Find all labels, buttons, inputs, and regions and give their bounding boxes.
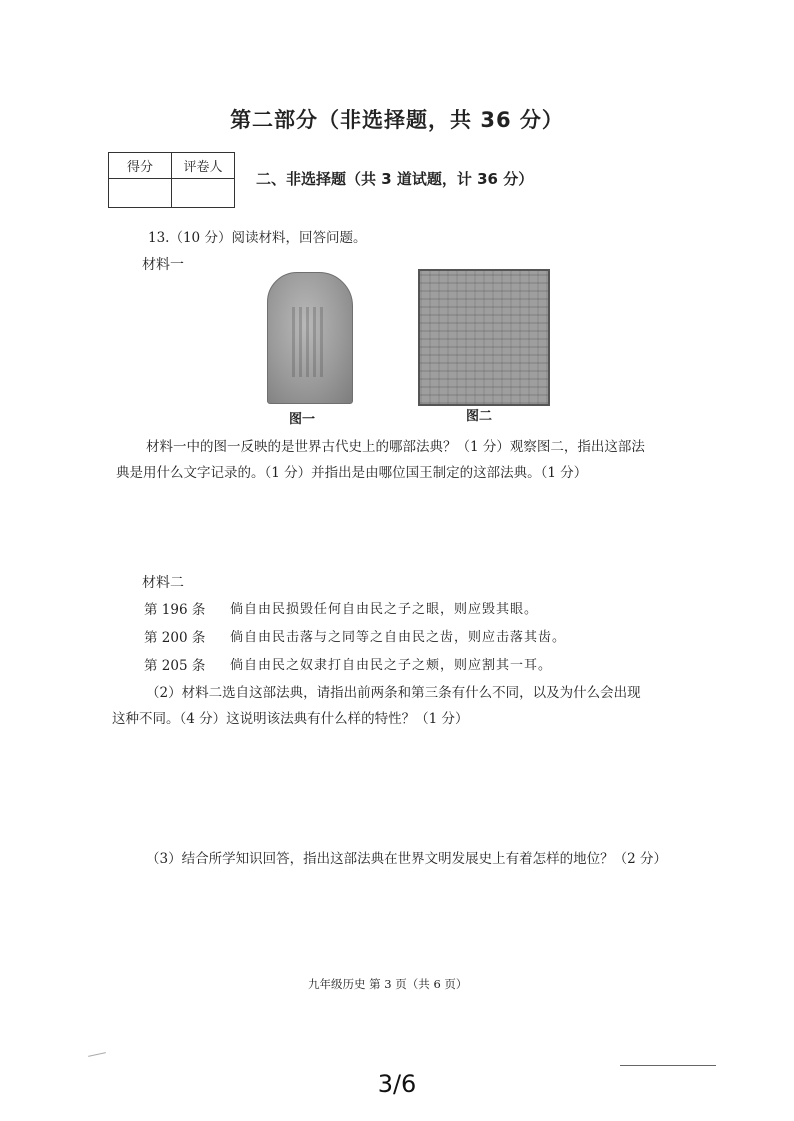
law-article: 第 200 条 xyxy=(144,630,206,646)
scan-mark xyxy=(88,1052,106,1057)
law-article: 第 196 条 xyxy=(144,602,206,618)
law-text: 倘自由民击落与之同等之自由民之齿，则应击落其齿。 xyxy=(230,630,567,645)
section-heading: 二、非选择题（共 3 道试题，计 36 分） xyxy=(256,170,534,188)
q1-line-1: 材料一中的图一反映的是世界古代史上的哪部法典？（1 分）观察图二，指出这部法 xyxy=(146,439,645,455)
q2-line-1: （2）材料二选自这部法典，请指出前两条和第三条有什么不同，以及为什么会出现 xyxy=(146,685,641,701)
part-title: 第二部分（非选择题，共 36 分） xyxy=(230,108,564,132)
law-text: 倘自由民之奴隶打自由民之子之颊，则应割其一耳。 xyxy=(230,658,553,673)
question-13: 13.（10 分）阅读材料，回答问题。 xyxy=(148,230,367,246)
grader-cell xyxy=(172,179,235,208)
material-one-label: 材料一 xyxy=(142,257,184,273)
grader-header: 评卷人 xyxy=(172,153,235,179)
material-two-label: 材料二 xyxy=(142,575,184,591)
page-footer: 九年级历史 第 3 页（共 6 页） xyxy=(308,977,468,991)
score-table xyxy=(108,152,235,208)
score-cell xyxy=(109,179,172,208)
cuneiform-tablet-image xyxy=(418,269,550,406)
figure-2-caption: 图二 xyxy=(466,409,493,424)
score-header: 得分 xyxy=(109,153,172,179)
law-text: 倘自由民损毁任何自由民之子之眼，则应毁其眼。 xyxy=(230,602,539,617)
q2-line-2: 这种不同。（4 分）这说明该法典有什么样的特性？（1 分） xyxy=(112,711,469,727)
stele-image xyxy=(267,272,353,404)
scan-line xyxy=(620,1065,716,1066)
stele-carving xyxy=(292,307,326,377)
figure-1-caption: 图一 xyxy=(289,412,316,427)
q1-line-2: 典是用什么文字记录的。（1 分）并指出是由哪位国王制定的这部法典。（1 分） xyxy=(116,465,588,481)
page-indicator: 3/6 xyxy=(377,1070,417,1098)
q3-text: （3）结合所学知识回答，指出这部法典在世界文明发展史上有着怎样的地位？（2 分） xyxy=(146,851,667,867)
law-article: 第 205 条 xyxy=(144,658,206,674)
